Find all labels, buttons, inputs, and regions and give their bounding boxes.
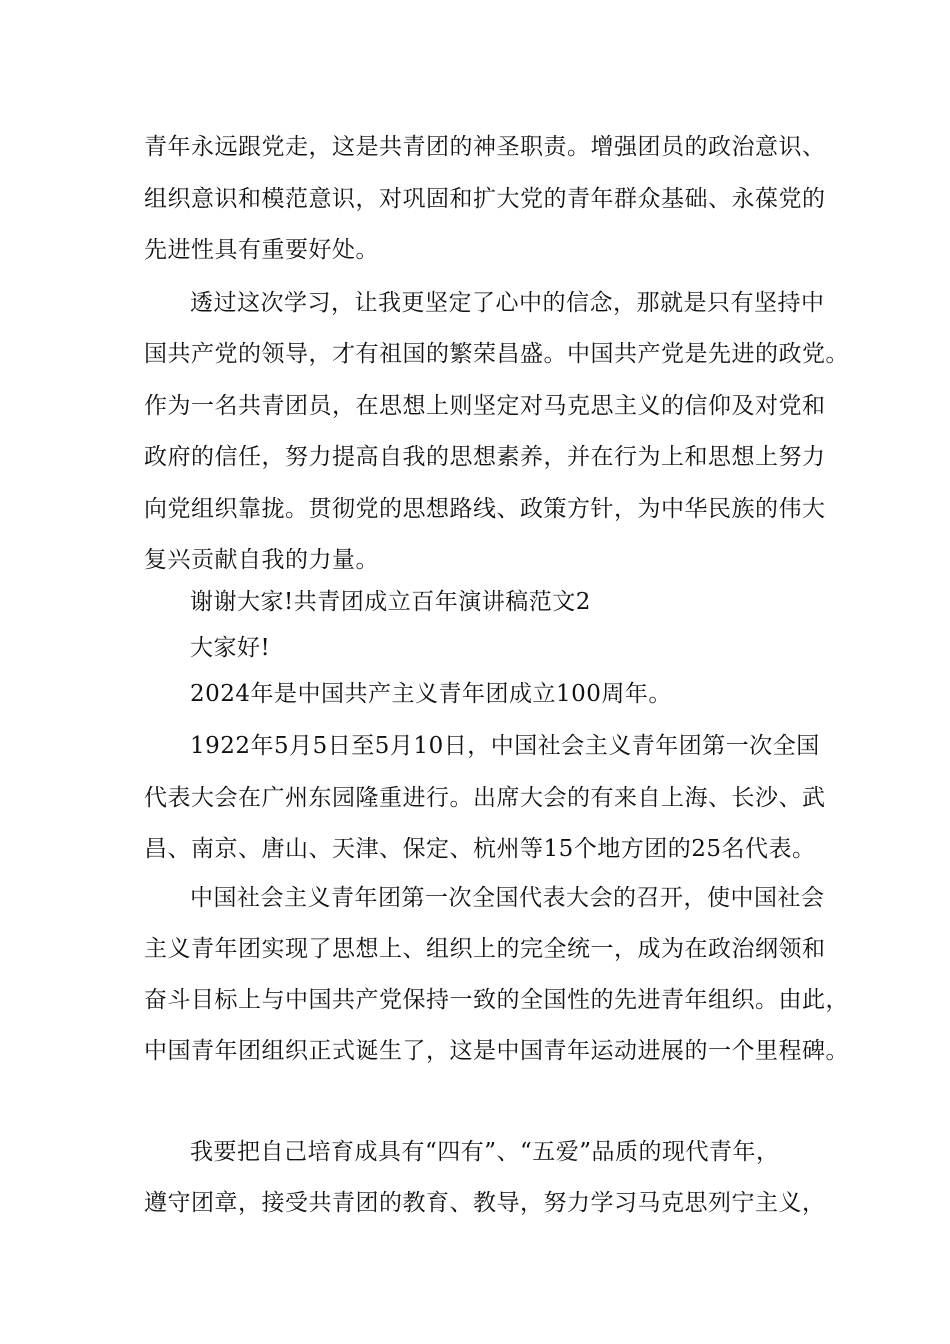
text-line: 2024年是中国共产主义青年团成立100周年。 <box>190 681 672 707</box>
text-line: 国共产党的领导，才有祖国的繁荣昌盛。中国共产党是先进的政党。 <box>144 341 849 367</box>
text-line: 透过这次学习，让我更坚定了心中的信念，那就是只有坚持中 <box>190 290 825 316</box>
text-line: 谢谢大家!共青团成立百年演讲稿范文2 <box>190 589 591 615</box>
text-line: 遵守团章，接受共青团的教育、教导，努力学习马克思列宁主义， <box>144 1190 826 1216</box>
text-line: 组织意识和模范意识，对巩固和扩大党的青年群众基础、永葆党的 <box>144 186 826 212</box>
text-line: 向党组织靠拢。贯彻党的思想路线、政策方针，为中华民族的伟大 <box>144 496 826 522</box>
text-line: 我要把自己培育成具有“四有”、“五爱”品质的现代青年， <box>190 1139 780 1165</box>
text-line: 大家好! <box>190 635 271 661</box>
text-line: 主义青年团实现了思想上、组织上的完全统一，成为在政治纲领和 <box>144 936 826 962</box>
text-line: 1922年5月5日至5月10日，中国社会主义青年团第一次全国 <box>190 733 820 759</box>
text-line: 政府的信任，努力提高自我的思想素养，并在行为上和思想上努力 <box>144 444 826 470</box>
text-line: 奋斗目标上与中国共产党保持一致的全国性的先进青年组织。由此， <box>144 987 849 1013</box>
text-line: 作为一名共青团员，在思想上则坚定对马克思主义的信仰及对党和 <box>144 393 826 419</box>
text-line: 昌、南京、唐山、天津、保定、杭州等15个地方团的25名代表。 <box>144 836 816 862</box>
text-line: 青年永远跟党走，这是共青团的神圣职责。增强团员的政治意识、 <box>144 134 826 160</box>
text-line: 复兴贡献自我的力量。 <box>144 547 379 573</box>
text-line: 代表大会在广州东园隆重进行。出席大会的有来自上海、长沙、武 <box>144 785 826 811</box>
text-line: 中国青年团组织正式诞生了，这是中国青年运动进展的一个里程碑。 <box>144 1038 849 1064</box>
text-line: 先进性具有重要好处。 <box>144 237 379 263</box>
text-line: 中国社会主义青年团第一次全国代表大会的召开，使中国社会 <box>190 885 825 911</box>
